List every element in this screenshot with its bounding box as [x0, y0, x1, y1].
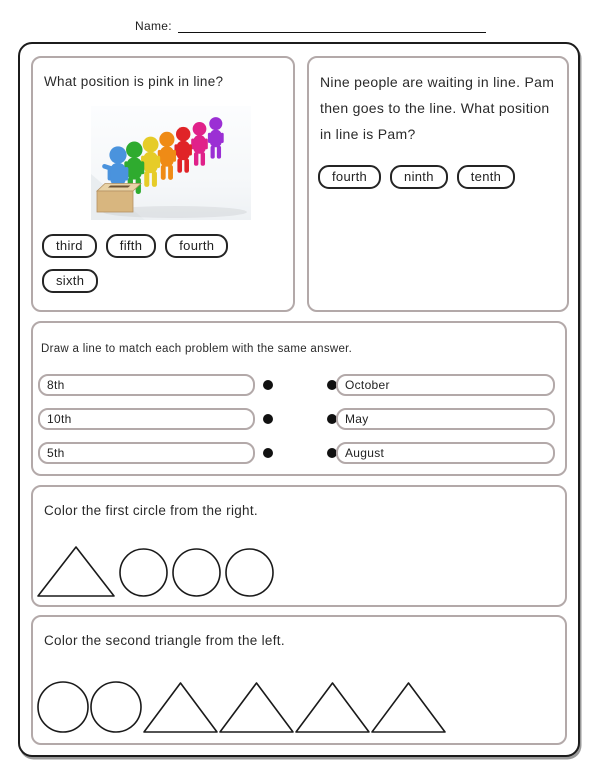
matching-right-item[interactable]: October: [336, 374, 555, 396]
worksheet-frame: [18, 42, 580, 757]
answer-option-ninth[interactable]: ninth: [390, 165, 448, 189]
triangle-shape-6[interactable]: [372, 683, 445, 732]
shape-row: [35, 617, 465, 741]
matching-left-item[interactable]: 5th: [38, 442, 255, 464]
name-row: [135, 17, 486, 33]
triangle-shape-4[interactable]: [220, 683, 293, 732]
matching-left-item[interactable]: 10th: [38, 408, 255, 430]
name-input-line[interactable]: [178, 17, 486, 33]
matching-row: [33, 442, 565, 464]
answer-option-fifth[interactable]: fifth: [106, 234, 156, 258]
circle-shape-3[interactable]: [173, 549, 220, 596]
color-triangle-panel: [31, 615, 567, 745]
matching-left-item[interactable]: 8th: [38, 374, 255, 396]
matching-right-item[interactable]: May: [336, 408, 555, 430]
triangle-shape-3[interactable]: [144, 683, 217, 732]
triangle-shape-1[interactable]: [38, 547, 114, 596]
circle-shape-2[interactable]: [120, 549, 167, 596]
shape-row: [35, 485, 335, 603]
matching-row: [33, 374, 565, 396]
answer-option-tenth[interactable]: tenth: [457, 165, 515, 189]
people-waiting-in-line-image: [91, 106, 251, 220]
question-text: What position is pink in line?: [44, 74, 224, 89]
answer-options-box2: [318, 165, 558, 189]
person-figure-7: [208, 117, 224, 158]
answer-option-fourth[interactable]: fourth: [165, 234, 228, 258]
question-panel-pam-position: [307, 56, 569, 312]
matching-right-item[interactable]: August: [336, 442, 555, 464]
color-circle-panel: [31, 485, 567, 607]
people-line-illustration: [91, 106, 251, 220]
matching-dot-left[interactable]: [263, 448, 273, 458]
matching-row: [33, 408, 565, 430]
matching-instruction: Draw a line to match each problem with the same answer.: [41, 343, 353, 355]
matching-dot-left[interactable]: [263, 414, 273, 424]
person-figure-4: [158, 132, 176, 180]
circle-shape-2[interactable]: [91, 682, 141, 732]
question-panel-pink-position: [31, 56, 295, 312]
person-figure-6: [191, 122, 208, 166]
answer-options-box1: [42, 234, 277, 293]
answer-option-third[interactable]: third: [42, 234, 97, 258]
matching-panel: [31, 321, 567, 476]
instruction-text: Color the first circle from the right.: [44, 503, 258, 518]
circle-shape-4[interactable]: [226, 549, 273, 596]
answer-option-fourth[interactable]: fourth: [318, 165, 381, 189]
name-label: Name:: [135, 19, 172, 33]
person-figure-5: [174, 127, 191, 173]
answer-option-sixth[interactable]: sixth: [42, 269, 98, 293]
triangle-shape-5[interactable]: [296, 683, 369, 732]
matching-dot-left[interactable]: [263, 380, 273, 390]
instruction-text: Color the second triangle from the left.: [44, 633, 285, 648]
person-figure-3: [141, 137, 160, 187]
circle-shape-1[interactable]: [38, 682, 88, 732]
question-text: Nine people are waiting in line. Pam then goes to the line. What position in line is Pam?: [320, 74, 555, 142]
